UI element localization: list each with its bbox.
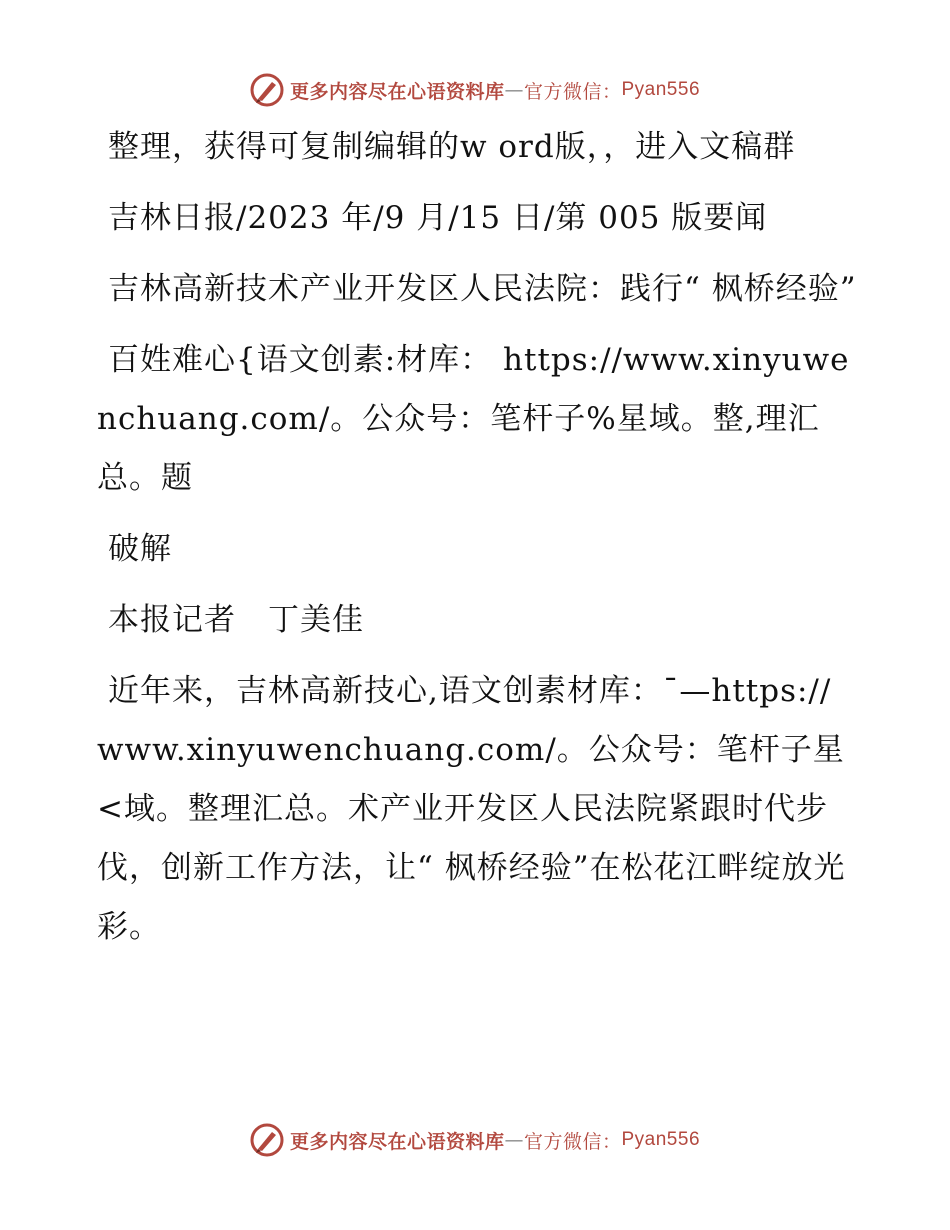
paragraph-subheadline: 百姓难心{语文创素:材库： https://www.xinyuwenchuang.com/。公众号：笔杆子%星域。整,理汇总。题 xyxy=(97,342,850,496)
banner-wechat-id: Pyan556 xyxy=(621,79,701,100)
banner-wechat-label: 官方微信： xyxy=(523,1130,622,1153)
paragraph-byline: 本报记者 丁美佳 xyxy=(108,602,364,638)
footer-banner xyxy=(0,1120,950,1160)
pen-quill-logo-icon xyxy=(250,73,284,107)
banner-wechat-label: 官方微信： xyxy=(523,80,622,103)
paragraph-subheadline-cont: 破解 xyxy=(108,531,172,567)
document-body xyxy=(97,118,857,969)
paragraph-body: 近年来，吉林高新技心,语文创素材库：¯—https://www.xinyuwenchuang.com/。公众号：笔杆子星<域。整理汇总。术产业开发区人民法院紧跟时代步伐，创新工作方法，让“ 枫桥经验”在松花江畔绽放光彩。 xyxy=(97,673,846,945)
banner-separator: — xyxy=(504,79,524,101)
banner-main-text: 更多内容尽在心语资料库 xyxy=(289,80,505,103)
banner-wechat-id: Pyan556 xyxy=(621,1129,701,1150)
paragraph-headline: 吉林高新技术产业开发区人民法院：践行“ 枫桥经验” xyxy=(108,271,857,307)
pen-quill-logo-icon xyxy=(250,1123,284,1157)
paragraph-source-line: 吉林日报/2023 年/9 月/15 日/第 005 版要闻 xyxy=(108,200,768,236)
header-banner xyxy=(0,70,950,110)
banner-separator: — xyxy=(504,1129,524,1151)
banner-main-text: 更多内容尽在心语资料库 xyxy=(289,1130,505,1153)
paragraph-intro: 整理，获得可复制编辑的w ord版，，进入文稿群 xyxy=(108,129,796,165)
